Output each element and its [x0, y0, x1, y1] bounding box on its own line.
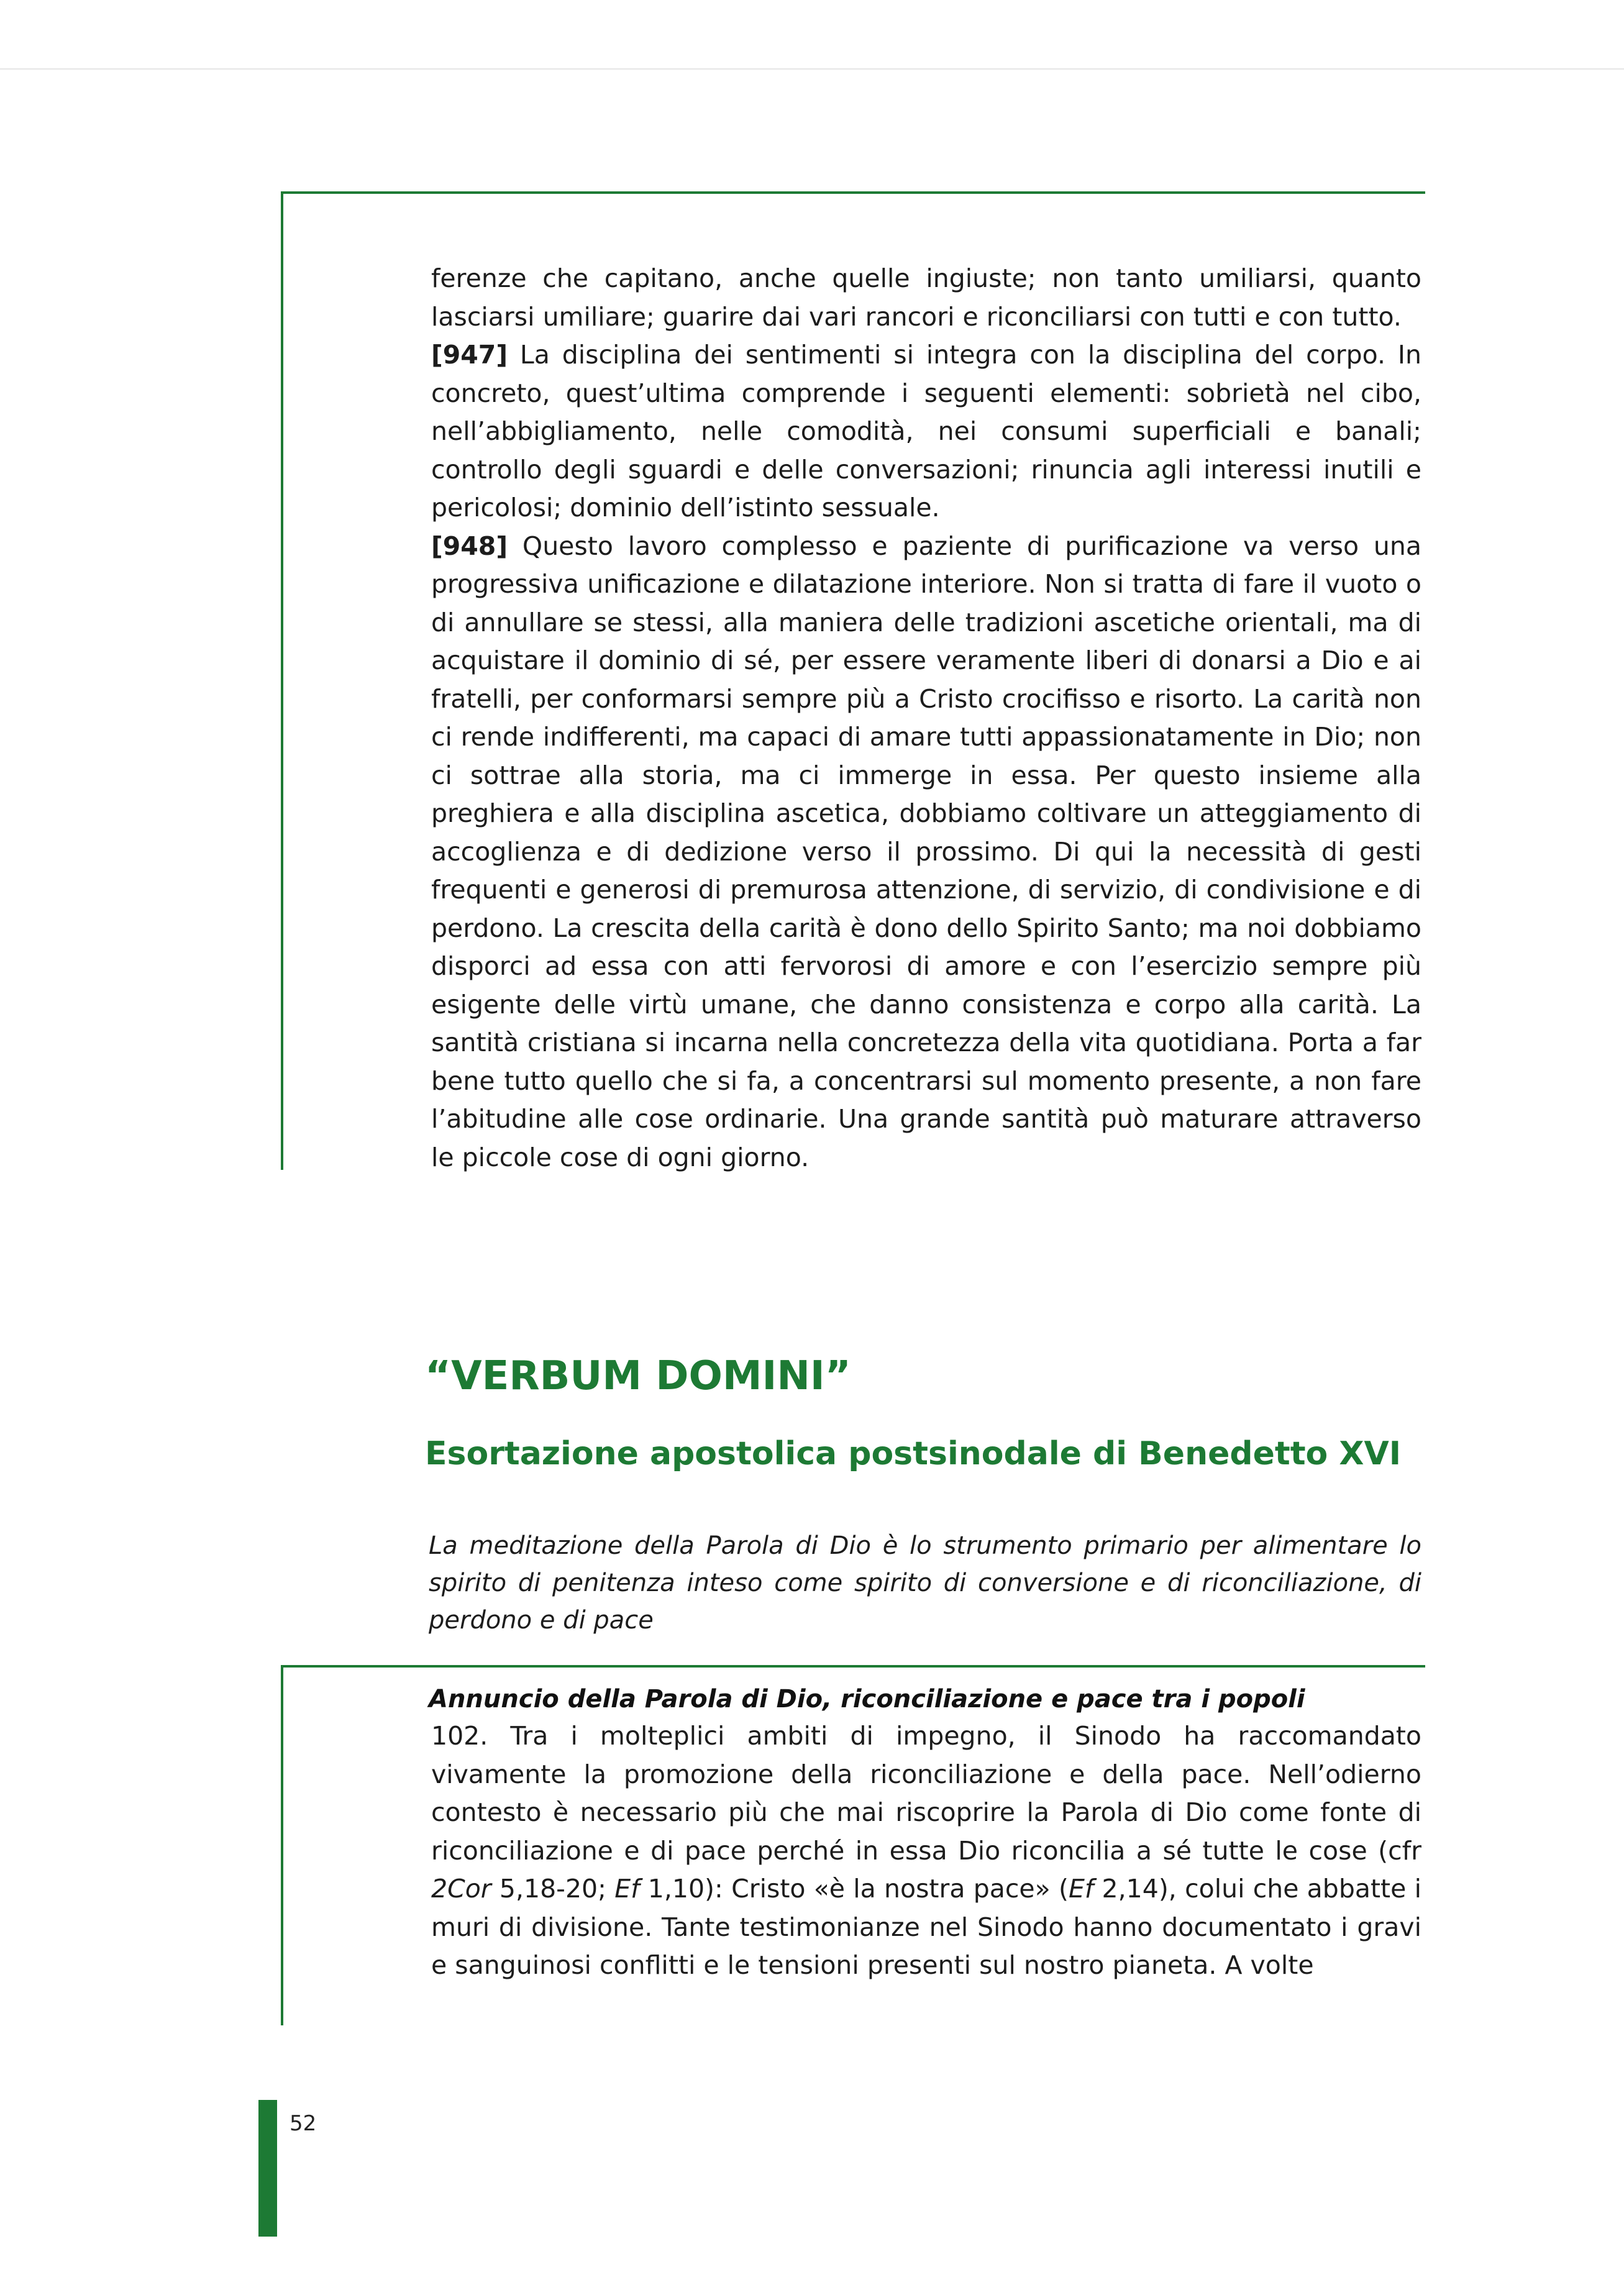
page-number-bar [258, 2100, 277, 2237]
paragraph-102 [431, 1717, 1421, 1985]
paragraph-text: 5,18-20; [491, 1874, 615, 1904]
paragraph-948 [431, 527, 1421, 1177]
paragraph-text: 2,14), colui che abbatte i muri di divisione. Tante testimonianze nel Sinodo hanno documentato i gravi e sanguinosi conflitti e le tensioni presenti sul nostro pianeta. A volte [431, 1874, 1421, 1980]
scan-edge [0, 0, 1624, 70]
paragraph-947 [431, 336, 1421, 527]
paragraph-continuation [431, 260, 1421, 336]
frame-rule-top [281, 191, 1425, 194]
frame-rule-left-upper [281, 191, 283, 1170]
paragraph-text: Questo lavoro complesso e paziente di purificazione va verso una progressiva unificazione e dilatazione interiore. Non si tratta di fare il vuoto o di annullare se stessi, alla maniera delle tradizioni ascetiche orientali, ma di acquistare il dominio di sé, per essere veramente liberi di donarsi a Dio e ai fratelli, per conformarsi sempre più a Cristo crocifisso e risorto. La carità non ci rende indifferenti, ma capaci di amare tutti appassionatamente in Dio; non ci sottrae alla storia, ma ci immerge in essa. Per questo insieme alla preghiera e alla disciplina ascetica, dobbiamo coltivare un atteggiamento di accoglienza e di dedizione verso il prossimo. Di qui la necessità di gesti frequenti e generosi di premurosa attenzione, di servizio, di condivisione e di perdono. La crescita della carità è dono dello Spirito Santo; ma noi dobbiamo disporci ad essa con atti fervorosi di amore e con l’esercizio sempre più esigente delle virtù umane, che danno consistenza e corpo alla carità. La santità cristiana si incarna nella concretezza della vita quotidiana. Porta a far bene tutto quello che si fa, a concentrarsi sul momento presente, a non fare l’abitudine alle cose ordinarie. Una grande santità può maturare attraverso le piccole cose di ogni giorno. [431, 531, 1421, 1172]
paragraph-text: La disciplina dei sentimenti si integra con la disciplina del corpo. In concreto, quest’ultima comprende i seguenti elementi: sobrietà nel cibo, nell’abbigliamento, nelle comodità, nei consumi superficiali e banali; controllo degli sguardi e delle conversazioni; rinuncia agli interessi inutili e pericolosi; dominio dell’istinto sessuale. [431, 340, 1421, 522]
frame-rule-middle [281, 1665, 1425, 1668]
intro-text: La meditazione della Parola di Dio è lo strumento primario per alimentare lo spirito di penitenza inteso come spirito di conversione e di riconciliazione, di perdono e di pace [429, 1531, 1421, 1635]
document-title: “VERBUM DOMINI” [425, 1353, 851, 1399]
paragraph-text: ferenze che capitano, anche quelle ingiuste; non tanto umiliarsi, quanto lasciarsi umiliare; guarire dai vari rancori e riconciliarsi con tutti e con tutto. [431, 263, 1421, 332]
citation: Ef [1068, 1874, 1094, 1904]
frame-rule-left-lower [281, 1665, 283, 2025]
paragraph-text: 1,10): Cristo «è la nostra pace» ( [639, 1874, 1069, 1904]
citation: Ef [614, 1874, 640, 1904]
body-text-upper [431, 260, 1421, 1177]
paragraph-text: 102. Tra i molteplici ambiti di impegno, il Sinodo ha raccomandato vivamente la promozione della riconciliazione e della pace. Nell’odierno contesto è necessario più che mai riscoprire la Parola di Dio come fonte di riconciliazione e di pace perché in essa Dio riconcilia a sé tutte le cose (cfr [431, 1721, 1421, 1866]
document-subtitle: Esortazione apostolica postsinodale di Benedetto XVI [425, 1435, 1402, 1472]
section-title: Annuncio della Parola di Dio, riconciliazione e pace tra i popoli [429, 1685, 1305, 1713]
paragraph-ref: [947] [431, 340, 508, 370]
body-text-lower [431, 1717, 1421, 1985]
paragraph-ref: [948] [431, 531, 508, 561]
page-number: 52 [290, 2111, 317, 2136]
citation: 2Cor [431, 1874, 491, 1904]
